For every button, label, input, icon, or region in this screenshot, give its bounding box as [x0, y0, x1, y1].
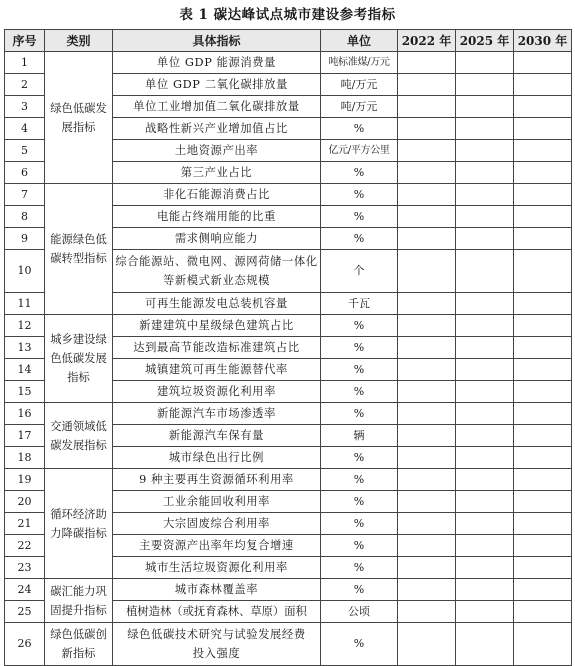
row-number: 8	[5, 206, 45, 228]
value-2025-cell[interactable]	[456, 184, 514, 206]
value-2025-cell[interactable]	[456, 425, 514, 447]
value-2030-cell[interactable]	[514, 447, 572, 469]
unit-cell: 吨/万元	[321, 74, 398, 96]
unit-cell: %	[321, 557, 398, 579]
indicator-cell: 土地资源产出率	[113, 140, 321, 162]
row-number: 15	[5, 381, 45, 403]
row-number: 25	[5, 601, 45, 623]
row-number: 5	[5, 140, 45, 162]
row-number: 23	[5, 557, 45, 579]
value-2030-cell[interactable]	[514, 184, 572, 206]
value-2022-cell[interactable]	[398, 315, 456, 337]
table-row	[5, 469, 572, 491]
value-2030-cell[interactable]	[514, 250, 572, 293]
row-number: 12	[5, 315, 45, 337]
indicator-cell: 达到最高节能改造标准建筑占比	[113, 337, 321, 359]
value-2022-cell[interactable]	[398, 623, 456, 666]
value-2025-cell[interactable]	[456, 535, 514, 557]
value-2030-cell[interactable]	[514, 140, 572, 162]
indicator-cell: 城镇建筑可再生能源替代率	[113, 359, 321, 381]
value-2022-cell[interactable]	[398, 52, 456, 74]
unit-cell: %	[321, 491, 398, 513]
value-2025-cell[interactable]	[456, 293, 514, 315]
value-2025-cell[interactable]	[456, 469, 514, 491]
row-number: 17	[5, 425, 45, 447]
value-2030-cell[interactable]	[514, 337, 572, 359]
value-2030-cell[interactable]	[514, 96, 572, 118]
unit-cell: %	[321, 359, 398, 381]
value-2030-cell[interactable]	[514, 206, 572, 228]
unit-cell: %	[321, 118, 398, 140]
unit-cell: %	[321, 579, 398, 601]
value-2030-cell[interactable]	[514, 601, 572, 623]
header-2022: 2022 年	[398, 30, 456, 52]
header-row	[5, 30, 572, 52]
table-row	[5, 315, 572, 337]
value-2022-cell[interactable]	[398, 557, 456, 579]
value-2022-cell[interactable]	[398, 359, 456, 381]
indicator-cell: 工业余能回收利用率	[113, 491, 321, 513]
value-2022-cell[interactable]	[398, 579, 456, 601]
value-2022-cell[interactable]	[398, 601, 456, 623]
value-2022-cell[interactable]	[398, 74, 456, 96]
value-2025-cell[interactable]	[456, 96, 514, 118]
value-2025-cell[interactable]	[456, 403, 514, 425]
value-2030-cell[interactable]	[514, 162, 572, 184]
indicator-cell: 绿色低碳技术研究与试验发展经费投入强度	[113, 623, 321, 666]
value-2025-cell[interactable]	[456, 118, 514, 140]
row-number: 10	[5, 250, 45, 293]
table-title: 表 1 碳达峰试点城市建设参考指标	[179, 7, 396, 23]
value-2022-cell[interactable]	[398, 228, 456, 250]
value-2025-cell[interactable]	[456, 557, 514, 579]
header-unit: 单位	[321, 30, 398, 52]
value-2025-cell[interactable]	[456, 74, 514, 96]
indicator-cell: 植树造林（或抚育森林、草原）面积	[113, 601, 321, 623]
row-number: 9	[5, 228, 45, 250]
row-number: 13	[5, 337, 45, 359]
row-number: 16	[5, 403, 45, 425]
value-2025-cell[interactable]	[456, 513, 514, 535]
indicator-cell: 战略性新兴产业增加值占比	[113, 118, 321, 140]
category-cell: 交通领域低碳发展指标	[45, 403, 113, 469]
indicator-cell: 9 种主要再生资源循环利用率	[113, 469, 321, 491]
indicator-cell: 大宗固废综合利用率	[113, 513, 321, 535]
value-2030-cell[interactable]	[514, 228, 572, 250]
row-number: 21	[5, 513, 45, 535]
table-row	[5, 52, 572, 74]
category-cell: 绿色低碳创新指标	[45, 623, 113, 666]
table-row	[5, 403, 572, 425]
category-cell: 绿色低碳发展指标	[45, 52, 113, 184]
header-2025: 2025 年	[456, 30, 514, 52]
indicator-table	[4, 29, 572, 666]
indicator-cell: 单位 GDP 能源消费量	[113, 52, 321, 74]
value-2022-cell[interactable]	[398, 293, 456, 315]
unit-cell: %	[321, 381, 398, 403]
value-2030-cell[interactable]	[514, 579, 572, 601]
row-number: 14	[5, 359, 45, 381]
indicator-cell: 单位工业增加值二氧化碳排放量	[113, 96, 321, 118]
value-2022-cell[interactable]	[398, 381, 456, 403]
category-cell: 城乡建设绿色低碳发展指标	[45, 315, 113, 403]
value-2030-cell[interactable]	[514, 513, 572, 535]
value-2022-cell[interactable]	[398, 162, 456, 184]
value-2025-cell[interactable]	[456, 381, 514, 403]
unit-cell: %	[321, 403, 398, 425]
unit-cell: %	[321, 162, 398, 184]
unit-cell: %	[321, 315, 398, 337]
indicator-cell: 非化石能源消费占比	[113, 184, 321, 206]
indicator-cell: 单位 GDP 二氧化碳排放量	[113, 74, 321, 96]
table-row	[5, 623, 572, 666]
unit-cell: 公顷	[321, 601, 398, 623]
value-2022-cell[interactable]	[398, 206, 456, 228]
row-number: 18	[5, 447, 45, 469]
unit-cell: %	[321, 469, 398, 491]
row-number: 24	[5, 579, 45, 601]
indicator-cell: 可再生能源发电总装机容量	[113, 293, 321, 315]
value-2030-cell[interactable]	[514, 359, 572, 381]
value-2025-cell[interactable]	[456, 579, 514, 601]
value-2022-cell[interactable]	[398, 96, 456, 118]
value-2022-cell[interactable]	[398, 535, 456, 557]
value-2030-cell[interactable]	[514, 293, 572, 315]
value-2025-cell[interactable]	[456, 315, 514, 337]
row-number: 2	[5, 74, 45, 96]
table-row	[5, 579, 572, 601]
unit-cell: %	[321, 228, 398, 250]
value-2025-cell[interactable]	[456, 601, 514, 623]
value-2022-cell[interactable]	[398, 140, 456, 162]
value-2030-cell[interactable]	[514, 469, 572, 491]
row-number: 20	[5, 491, 45, 513]
indicator-cell: 城市绿色出行比例	[113, 447, 321, 469]
unit-cell: %	[321, 513, 398, 535]
value-2025-cell[interactable]	[456, 140, 514, 162]
value-2022-cell[interactable]	[398, 491, 456, 513]
row-number: 4	[5, 118, 45, 140]
row-number: 7	[5, 184, 45, 206]
value-2030-cell[interactable]	[514, 52, 572, 74]
header-no: 序号	[5, 30, 45, 52]
value-2022-cell[interactable]	[398, 469, 456, 491]
category-cell: 碳汇能力巩固提升指标	[45, 579, 113, 623]
value-2022-cell[interactable]	[398, 337, 456, 359]
value-2022-cell[interactable]	[398, 425, 456, 447]
value-2025-cell[interactable]	[456, 162, 514, 184]
value-2025-cell[interactable]	[456, 447, 514, 469]
value-2030-cell[interactable]	[514, 425, 572, 447]
indicator-cell: 第三产业占比	[113, 162, 321, 184]
value-2022-cell[interactable]	[398, 403, 456, 425]
unit-cell: %	[321, 337, 398, 359]
row-number: 22	[5, 535, 45, 557]
unit-cell: 辆	[321, 425, 398, 447]
header-category: 类别	[45, 30, 113, 52]
indicator-cell: 需求侧响应能力	[113, 228, 321, 250]
value-2030-cell[interactable]	[514, 315, 572, 337]
indicator-cell: 综合能源站、微电网、源网荷储一体化等新模式新业态规模	[113, 250, 321, 293]
value-2030-cell[interactable]	[514, 118, 572, 140]
value-2030-cell[interactable]	[514, 74, 572, 96]
value-2030-cell[interactable]	[514, 623, 572, 666]
row-number: 6	[5, 162, 45, 184]
value-2025-cell[interactable]	[456, 359, 514, 381]
row-number: 11	[5, 293, 45, 315]
header-indicator: 具体指标	[113, 30, 321, 52]
value-2022-cell[interactable]	[398, 118, 456, 140]
value-2022-cell[interactable]	[398, 250, 456, 293]
row-number: 1	[5, 52, 45, 74]
unit-cell: 吨/万元	[321, 96, 398, 118]
indicator-cell: 建筑垃圾资源化利用率	[113, 381, 321, 403]
value-2022-cell[interactable]	[398, 513, 456, 535]
indicator-cell: 新建建筑中星级绿色建筑占比	[113, 315, 321, 337]
value-2030-cell[interactable]	[514, 535, 572, 557]
value-2022-cell[interactable]	[398, 184, 456, 206]
row-number: 3	[5, 96, 45, 118]
unit-cell: %	[321, 206, 398, 228]
table-row	[5, 184, 572, 206]
value-2030-cell[interactable]	[514, 403, 572, 425]
indicator-cell: 城市生活垃圾资源化利用率	[113, 557, 321, 579]
indicator-cell: 新能源汽车市场渗透率	[113, 403, 321, 425]
value-2022-cell[interactable]	[398, 447, 456, 469]
value-2025-cell[interactable]	[456, 337, 514, 359]
value-2025-cell[interactable]	[456, 228, 514, 250]
value-2030-cell[interactable]	[514, 381, 572, 403]
unit-cell: 千瓦	[321, 293, 398, 315]
value-2030-cell[interactable]	[514, 491, 572, 513]
value-2025-cell[interactable]	[456, 52, 514, 74]
unit-cell: %	[321, 447, 398, 469]
unit-cell: 个	[321, 250, 398, 293]
indicator-cell: 主要资源产出率年均复合增速	[113, 535, 321, 557]
unit-cell: %	[321, 184, 398, 206]
category-cell: 能源绿色低碳转型指标	[45, 184, 113, 315]
unit-cell: %	[321, 623, 398, 666]
unit-cell: 吨标准煤/万元	[321, 52, 398, 74]
indicator-cell: 电能占终端用能的比重	[113, 206, 321, 228]
row-number: 19	[5, 469, 45, 491]
category-cell: 循环经济助力降碳指标	[45, 469, 113, 579]
value-2030-cell[interactable]	[514, 557, 572, 579]
unit-cell: %	[321, 535, 398, 557]
unit-cell: 亿元/平方公里	[321, 140, 398, 162]
row-number: 26	[5, 623, 45, 666]
header-2030: 2030 年	[514, 30, 572, 52]
value-2025-cell[interactable]	[456, 491, 514, 513]
value-2025-cell[interactable]	[456, 206, 514, 228]
indicator-cell: 城市森林覆盖率	[113, 579, 321, 601]
indicator-cell: 新能源汽车保有量	[113, 425, 321, 447]
value-2025-cell[interactable]	[456, 623, 514, 666]
value-2025-cell[interactable]	[456, 250, 514, 293]
